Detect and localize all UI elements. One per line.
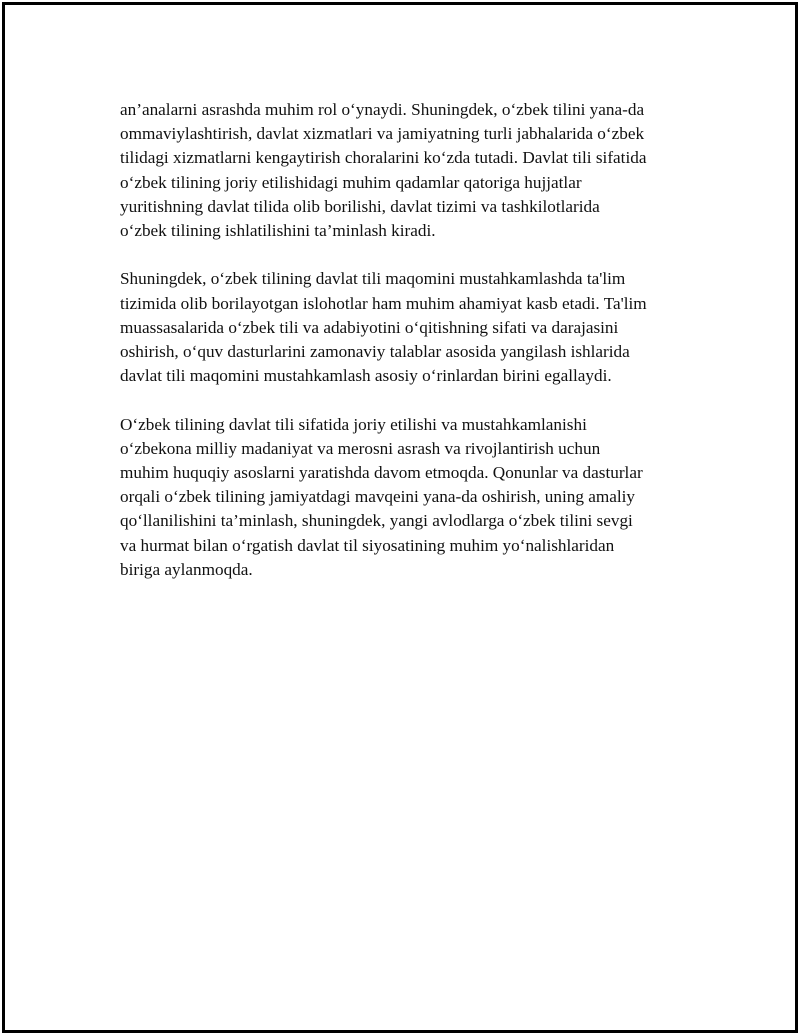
- text-line: davlat tili maqomini mustahkamlash asosiy o‘rinlardan birini egallaydi.: [120, 366, 612, 386]
- text-line: qo‘llanilishini ta’minlash, shuningdek, yangi avlodlarga o‘zbek tilini sevgi: [120, 511, 633, 531]
- paragraph-2: [120, 267, 690, 388]
- text-line: muassasalarida o‘zbek tili va adabiyotini o‘qitishning sifati va darajasini: [120, 317, 619, 337]
- paragraph-3: [120, 413, 690, 582]
- text-line: ommaviylashtirish, davlat xizmatlari va jamiyatning turli jabhalarida o‘zbek: [120, 124, 645, 144]
- text-line: tizimida olib borilayotgan islohotlar ham muhim ahamiyat kasb etadi. Ta'lim: [120, 293, 647, 313]
- text-line: an’analarni asrashda muhim rol o‘ynaydi. Shuningdek, o‘zbek tilini yana-da: [120, 100, 645, 119]
- text-line: O‘zbek tilining davlat tili sifatida joriy etilishi va mustahkamlanishi: [120, 414, 587, 434]
- text-line: Shuningdek, o‘zbek tilining davlat tili maqomini mustahkamlashda ta'lim: [120, 269, 626, 289]
- document-page: [2, 2, 798, 1033]
- text-line: oshirish, o‘quv dasturlarini zamonaviy talablar asosida yangilash ishlarida: [120, 342, 630, 362]
- text-line: yuritishning davlat tilida olib borilishi, davlat tizimi va tashkilotlarida: [120, 196, 600, 216]
- text-line: o‘zbek tilining ishlatilishini ta’minlash kiradi.: [120, 221, 436, 241]
- text-line: va hurmat bilan o‘rgatish davlat til siyosatining muhim yo‘nalishlaridan: [120, 535, 615, 555]
- text-line: biriga aylanmoqda.: [120, 559, 253, 579]
- text-line: o‘zbek tilining joriy etilishidagi muhim qadamlar qatoriga hujjatlar: [120, 172, 582, 192]
- text-line: o‘zbekona milliy madaniyat va merosni asrash va rivojlantirish uchun: [120, 438, 601, 458]
- paragraph-1: [120, 98, 690, 243]
- text-line: tilidagi xizmatlarni kengaytirish choralarini ko‘zda tutadi. Davlat tili sifatida: [120, 148, 647, 168]
- text-line: muhim huquqiy asoslarni yaratishda davom etmoqda. Qonunlar va dasturlar: [120, 463, 643, 483]
- text-line: orqali o‘zbek tilining jamiyatdagi mavqeini yana-da oshirish, uning amaliy: [120, 487, 636, 507]
- document-body: [120, 98, 690, 606]
